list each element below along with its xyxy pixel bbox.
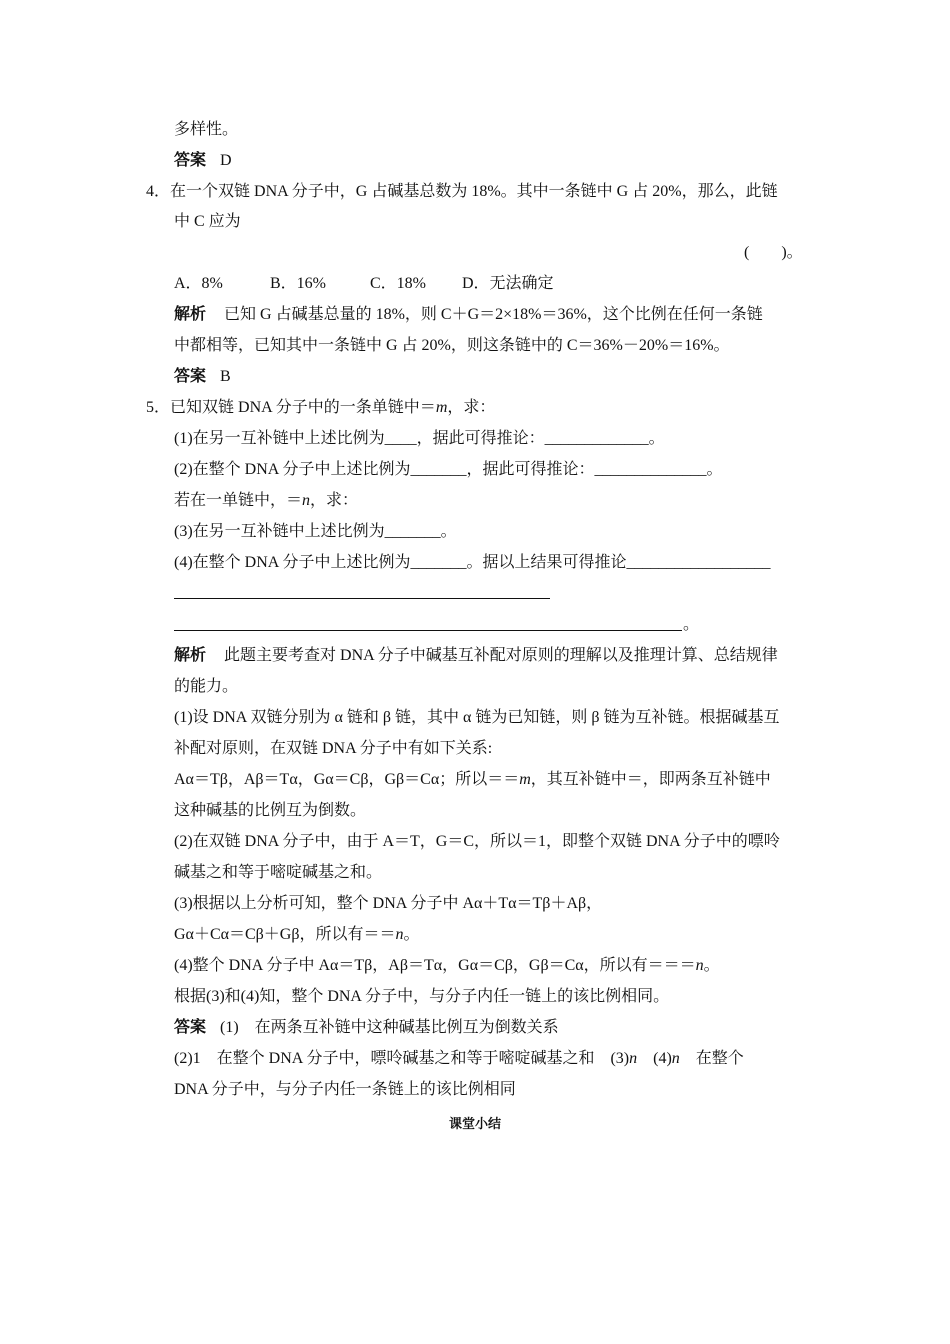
- q5-analysis-line12: 根据(3)和(4)知，整个 DNA 分子中，与分子内任一链上的该比例相同。: [174, 988, 670, 1005]
- q5-analysis-line1: 解析 此题主要考查对 DNA 分子中碱基互补配对原则的理解以及推理计算、总结规律: [174, 647, 778, 664]
- q4-option-b: B．16%: [270, 275, 327, 292]
- q5-part1: (1)在另一互补链中上述比例为____，据此可得推论：_____________。: [174, 430, 665, 447]
- q3-answer: 答案 D: [174, 152, 232, 169]
- q5-condition: 若在一单链中，＝n，求：: [174, 492, 359, 509]
- q5-stem: 5．已知双链 DNA 分子中的一条单链中＝m，求：: [146, 399, 496, 416]
- q5-analysis-line10: Gα＋Cα＝Cβ＋Gβ，所以有＝＝n。: [174, 926, 420, 943]
- answer-blank-line-2: [174, 630, 682, 631]
- q5-analysis-line9: (3)根据以上分析可知，整个 DNA 分子中 Aα＋Tα＝Tβ＋Aβ，: [174, 895, 603, 912]
- q5-analysis-line4: 补配对原则，在双链 DNA 分子中有如下关系:: [174, 740, 493, 757]
- q5-end-mark: 。: [683, 616, 700, 633]
- section-title: 课堂小结: [448, 1116, 501, 1131]
- q4-answer: 答案 B: [174, 368, 231, 385]
- q5-analysis-line11: (4)整个 DNA 分子中 Aα＝Tβ，Aβ＝Tα，Gα＝Cβ，Gβ＝Cα，所以有＝＝＝n。: [174, 957, 720, 974]
- q5-analysis-line3: (1)设 DNA 双链分别为 α 链和 β 链，其中 α 链为已知链，则 β 链为互补链。根据碱基互: [174, 709, 780, 726]
- q5-answer-line1: 答案 (1) 在两条互补链中这种碱基比例互为倒数关系: [174, 1019, 559, 1036]
- q5-analysis-line8: 碱基之和等于嘧啶碱基之和。: [174, 864, 383, 881]
- q5-part2: (2)在整个 DNA 分子中上述比例为_______，据此可得推论：______________。: [174, 461, 723, 478]
- q4-stem-line2: 中 C 应为: [174, 213, 241, 230]
- q5-analysis-line5: Aα＝Tβ，Aβ＝Tα，Gα＝Cβ，Gβ＝Cα；所以＝＝m，其互补链中＝，即两条互补链中: [174, 771, 771, 788]
- q4-analysis-line2: 中都相等，已知其中一条链中 G 占 20%，则这条链中的 C＝36%－20%＝16%。: [174, 337, 730, 354]
- q5-analysis-line7: (2)在双链 DNA 分子中，由于 A＝T，G＝C，所以＝1，即整个双链 DNA 分子中的嘌呤: [174, 833, 780, 850]
- q5-answer-line3: DNA 分子中，与分子内任一条链上的该比例相同: [174, 1081, 516, 1098]
- q5-answer-line2: (2)1 在整个 DNA 分子中，嘌呤碱基之和等于嘧啶碱基之和 (3)n (4)n 在整个: [174, 1050, 744, 1067]
- q4-option-d: D．无法确定: [462, 275, 554, 292]
- q3-tail: 多样性。: [174, 121, 239, 138]
- q5-analysis-line6: 这种碱基的比例互为倒数。: [174, 802, 367, 819]
- q4-options: [174, 274, 554, 294]
- q5-part4: (4)在整个 DNA 分子中上述比例为_______。据以上结果可得推论__________________: [174, 554, 771, 571]
- answer-blank-line-1: [174, 598, 550, 599]
- q4-analysis-line1: 解析 已知 G 占碱基总量的 18%，则 C＋G＝2×18%＝36%，这个比例在任何一条链: [174, 306, 763, 323]
- q4-stem-line1: 4．在一个双链 DNA 分子中，G 占碱基总数为 18%。其中一条链中 G 占 20%，那么，此链: [146, 183, 778, 200]
- q5-analysis-line2: 的能力。: [174, 678, 239, 695]
- q4-option-a: A．8%: [174, 275, 223, 292]
- q4-bracket: ( )。: [744, 244, 803, 261]
- q4-option-c: C．18%: [370, 275, 427, 292]
- q5-part3: (3)在另一互补链中上述比例为_______。: [174, 523, 457, 540]
